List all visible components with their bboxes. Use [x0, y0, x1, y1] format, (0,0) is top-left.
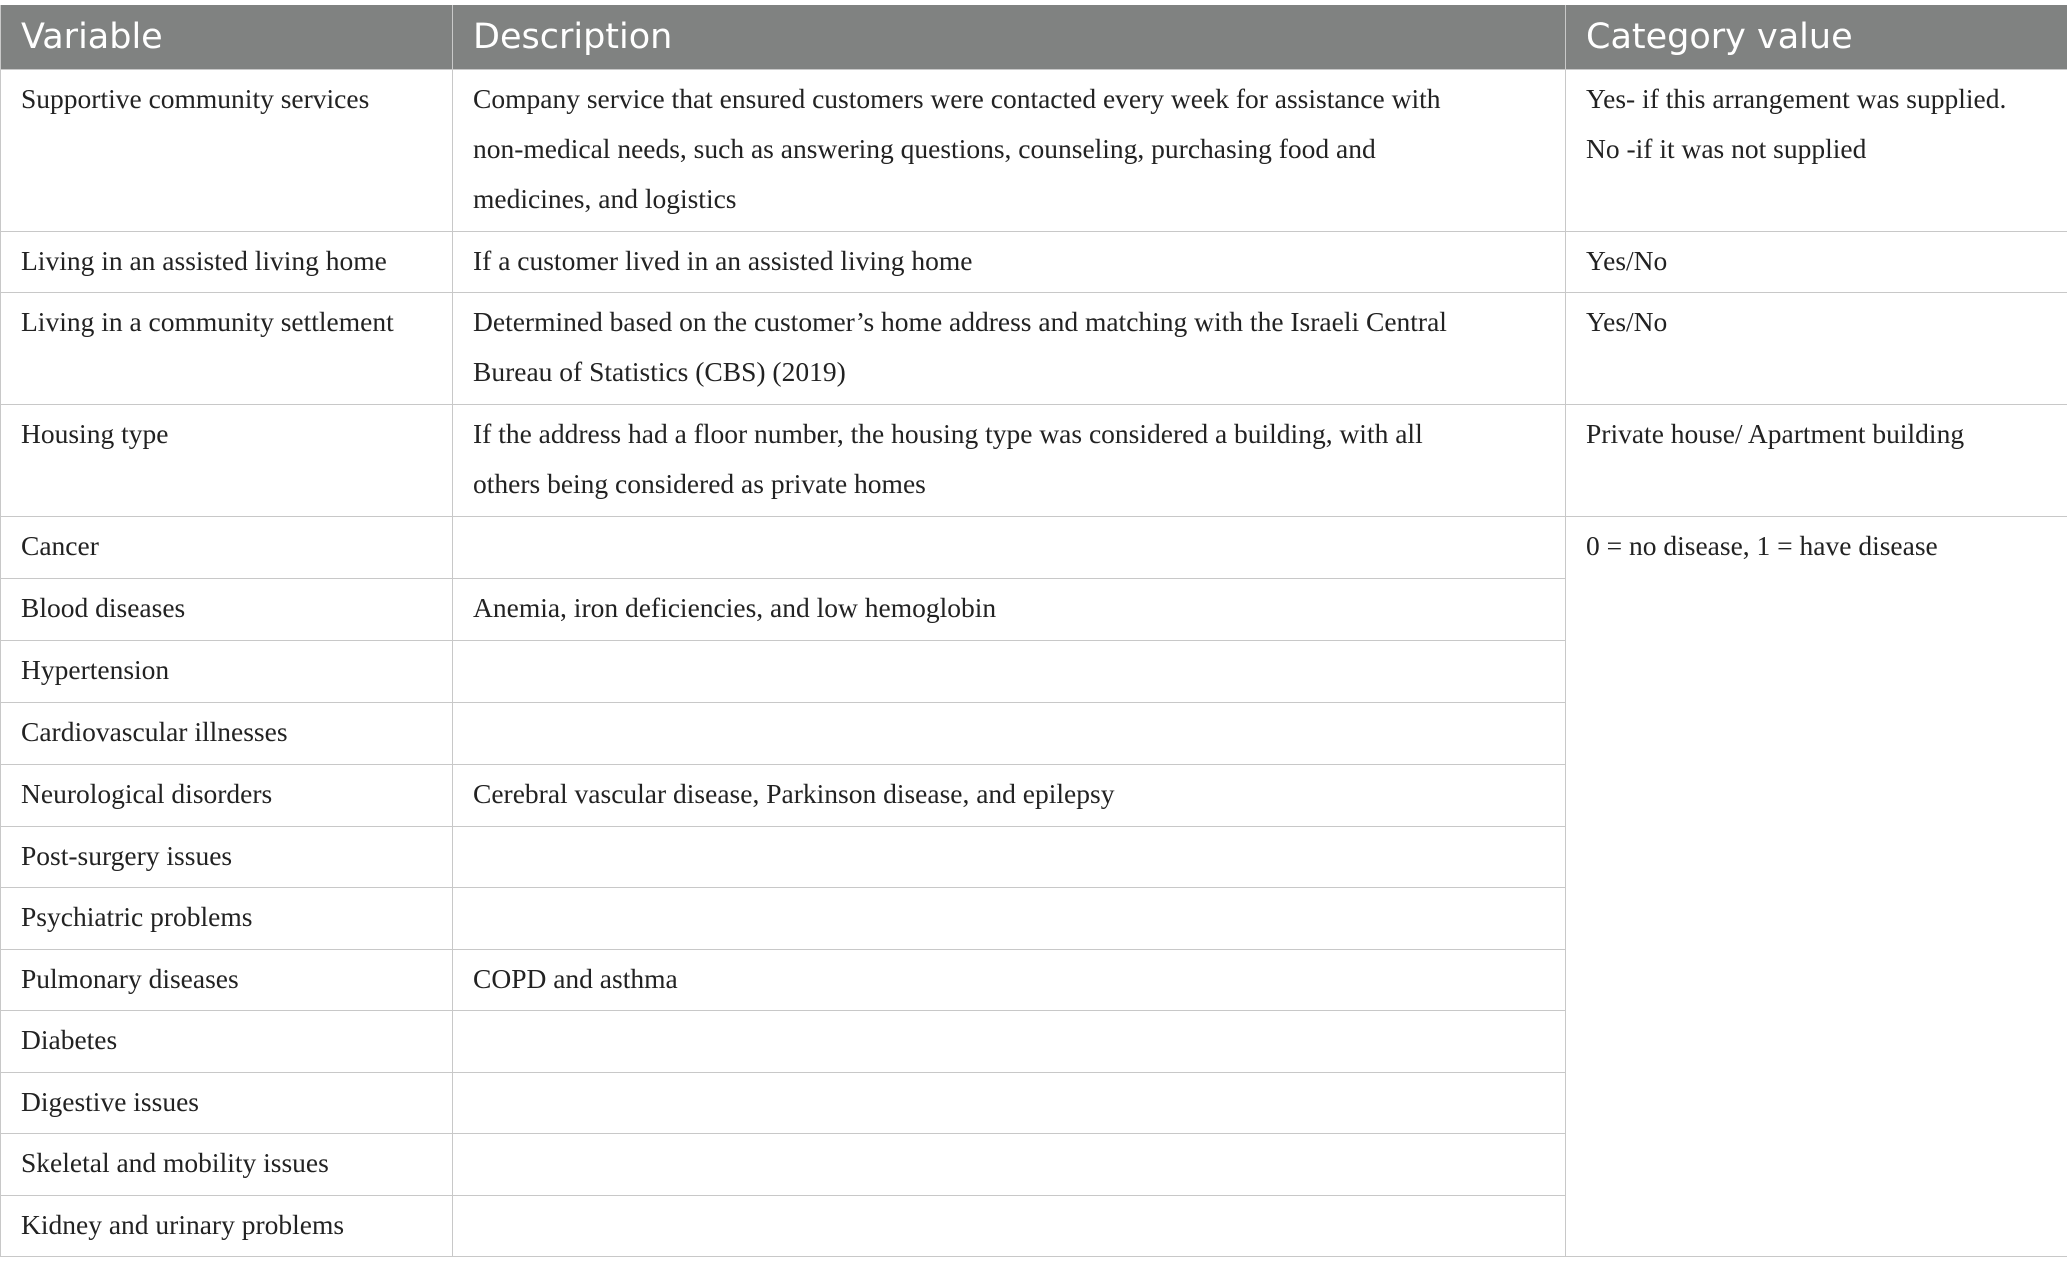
description-line: non-medical needs, such as answering questions, counseling, purchasing food and	[473, 133, 1376, 164]
category-line: Yes- if this arrangement was supplied.	[1586, 83, 2007, 114]
header-description: Description	[453, 5, 1566, 70]
header-variable: Variable	[1, 5, 453, 70]
description-cell	[453, 293, 1566, 405]
description-cell	[453, 1134, 1566, 1196]
description-line: others being considered as private homes	[473, 468, 926, 499]
description-cell	[453, 888, 1566, 950]
description-cell	[453, 1011, 1566, 1073]
table-row	[1, 293, 2067, 405]
description-cell: Cerebral vascular disease, Parkinson disease, and epilepsy	[453, 765, 1566, 827]
variable-cell: Cardiovascular illnesses	[1, 703, 453, 765]
table-row	[1, 517, 2067, 579]
variable-cell: Hypertension	[1, 641, 453, 703]
category-cell-disease: 0 = no disease, 1 = have disease	[1566, 517, 2067, 1257]
category-cell	[1566, 70, 2067, 232]
description-cell	[453, 827, 1566, 888]
description-cell	[453, 703, 1566, 765]
table-row	[1, 405, 2067, 517]
description-line: Determined based on the customer’s home address and matching with the Israeli Central	[473, 306, 1447, 337]
variable-cell: Living in a community settlement	[1, 293, 453, 405]
table-row	[1, 70, 2067, 232]
header-row	[1, 5, 2067, 70]
description-cell	[453, 1073, 1566, 1134]
variable-cell: Skeletal and mobility issues	[1, 1134, 453, 1196]
variable-cell: Diabetes	[1, 1011, 453, 1073]
category-cell: Yes/No	[1566, 293, 2067, 405]
variable-cell: Living in an assisted living home	[1, 232, 453, 293]
description-line: medicines, and logistics	[473, 183, 737, 214]
description-cell	[453, 517, 1566, 579]
description-cell	[453, 70, 1566, 232]
variable-cell: Digestive issues	[1, 1073, 453, 1134]
description-cell	[453, 641, 1566, 703]
description-cell	[453, 405, 1566, 517]
description-line: Company service that ensured customers were contacted every week for assistance with	[473, 83, 1441, 114]
header-category-value: Category value	[1566, 5, 2067, 70]
variable-cell: Supportive community services	[1, 70, 453, 232]
variable-cell: Neurological disorders	[1, 765, 453, 827]
variable-cell: Psychiatric problems	[1, 888, 453, 950]
category-cell: Private house/ Apartment building	[1566, 405, 2067, 517]
variable-cell: Pulmonary diseases	[1, 950, 453, 1011]
variables-table	[0, 5, 2067, 1257]
description-cell: COPD and asthma	[453, 950, 1566, 1011]
category-line: No -if it was not supplied	[1586, 133, 1867, 164]
description-line: Bureau of Statistics (CBS) (2019)	[473, 356, 846, 387]
description-cell	[453, 1196, 1566, 1257]
variable-cell: Kidney and urinary problems	[1, 1196, 453, 1257]
variable-cell: Post-surgery issues	[1, 827, 453, 888]
variable-cell: Housing type	[1, 405, 453, 517]
table-row	[1, 232, 2067, 293]
variable-cell: Blood diseases	[1, 579, 453, 641]
variable-cell: Cancer	[1, 517, 453, 579]
category-cell: Yes/No	[1566, 232, 2067, 293]
description-line: If the address had a floor number, the housing type was considered a building, with all	[473, 418, 1423, 449]
description-cell: If a customer lived in an assisted living home	[453, 232, 1566, 293]
description-cell: Anemia, iron deficiencies, and low hemoglobin	[453, 579, 1566, 641]
